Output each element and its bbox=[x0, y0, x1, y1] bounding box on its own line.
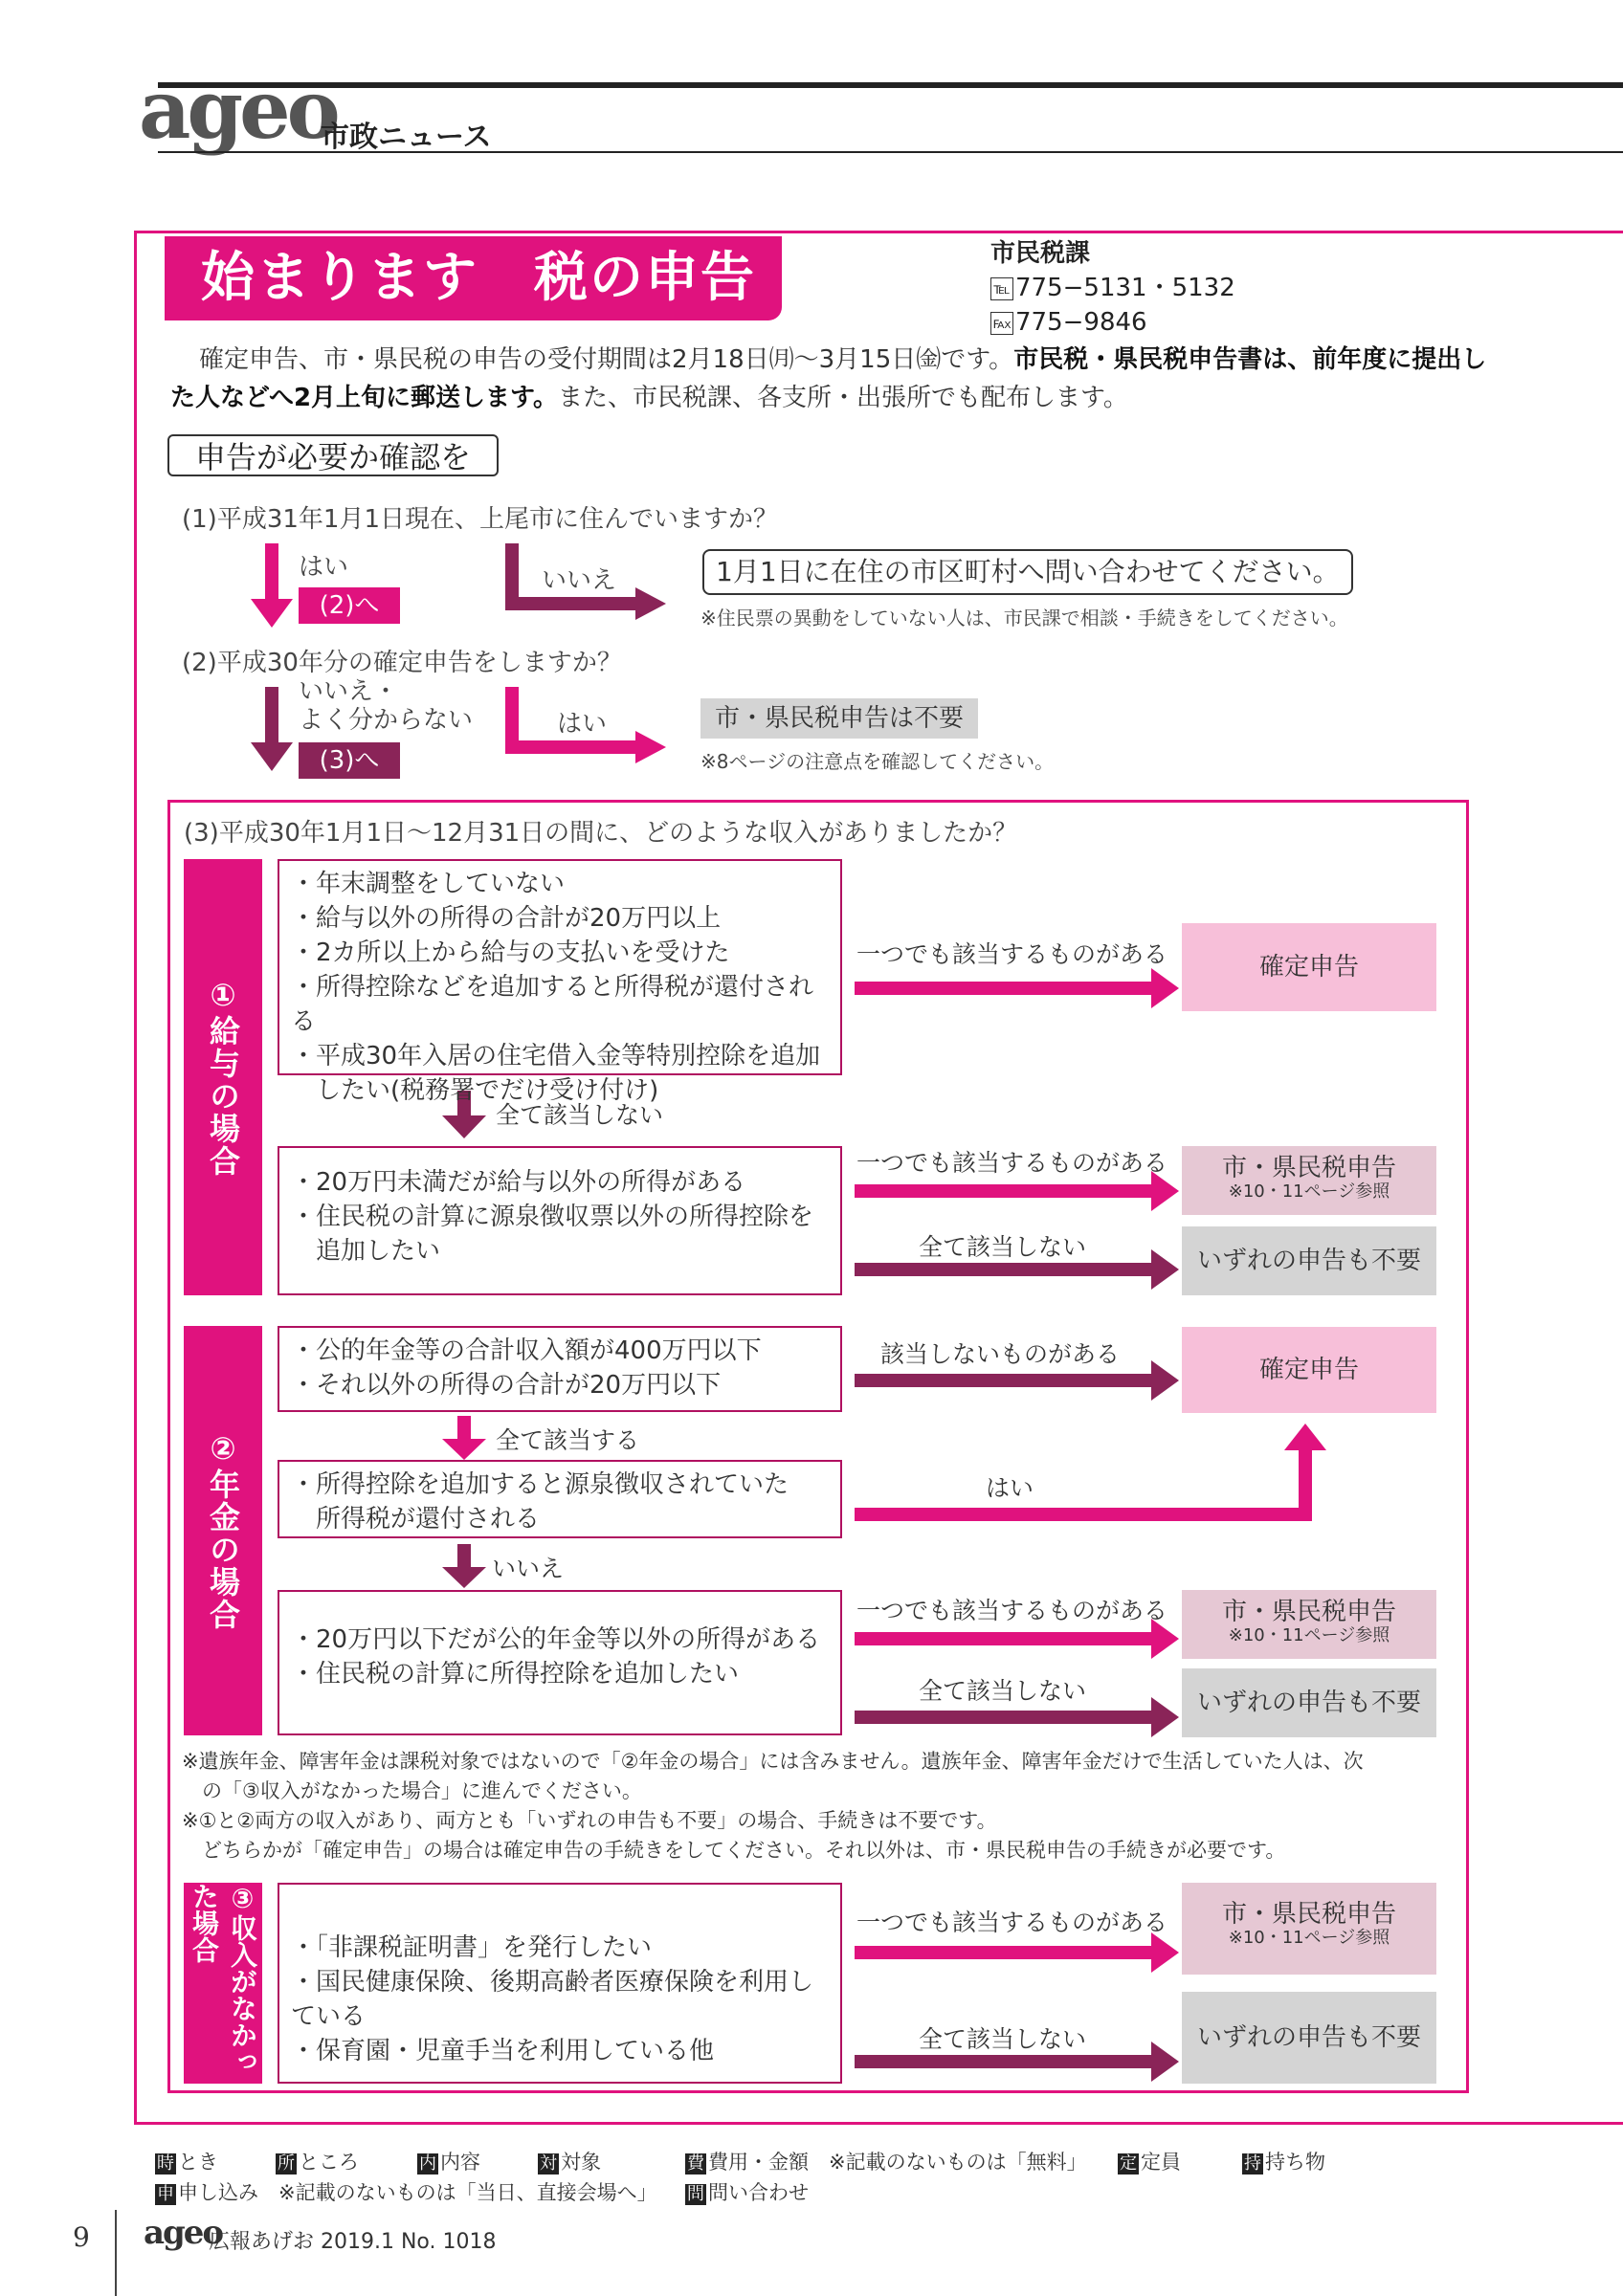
legend-item: 費 費用・金額 ※記載のないものは「無料」 bbox=[687, 2151, 1087, 2174]
pension-arrow-1-label: 該当しないものがある bbox=[880, 1340, 1121, 1368]
footer-logo: ageo bbox=[144, 2214, 223, 2252]
salary-box-2: ・20万円未満だが給与以外の所得がある ・住民税の計算に源泉徴収票以外の所得控除を 追加したい bbox=[278, 1146, 842, 1295]
legend-item: 問 問い合わせ bbox=[687, 2181, 809, 2204]
legend-item: 持 持ち物 bbox=[1244, 2151, 1325, 2174]
page-number: 9 bbox=[73, 2221, 90, 2253]
footer-text: 広報あげお 2019.1 No. 1018 bbox=[209, 2230, 497, 2254]
intro-paragraph: 確定申告、市・県民税の申告の受付期間は2月18日㈪〜3月15日㈮です。市民税・県民税申告書は、前年度に提出した人などへ2月上旬に郵送します。また、市民税課、各支所・出張所でも配布します。 bbox=[170, 345, 1487, 412]
q2-no-label: いいえ・ よく分からない bbox=[299, 677, 474, 735]
q3-question: (3)平成30年1月1日〜12月31日の間に、どのような収入がありましたか？ bbox=[184, 819, 1018, 848]
q2-question: (2)平成30年分の確定申告をしますか？ bbox=[182, 649, 622, 677]
q1-yes-tag: (2)へ bbox=[299, 587, 400, 624]
q1-note: ※住民票の異動をしていない人は、市民課で相談・手続きをしてください。 bbox=[700, 607, 1348, 629]
legend-item: 定 定員 bbox=[1120, 2151, 1181, 2174]
salary-down-label: 全て該当しない bbox=[496, 1101, 664, 1129]
pension-result-1: 確定申告 bbox=[1182, 1327, 1436, 1413]
q2-note: ※8ページの注意点を確認してください。 bbox=[700, 750, 1055, 773]
pension-box-2: ・所得控除を追加すると源泉徴収されていた 所得税が還付される bbox=[278, 1460, 842, 1538]
pension-side-label: ②年金の場合 bbox=[184, 1326, 262, 1735]
none-arrow-2-label: 全て該当しない bbox=[919, 2025, 1087, 2053]
pension-result-2: 市・県民税申告 ※10・11ページ参照 bbox=[1182, 1590, 1436, 1659]
footer-divider bbox=[115, 2210, 117, 2296]
notes-block: ※遺族年金、障害年金は課税対象ではないので「②年金の場合」には含みません。遺族年金、障害年金だけで生活していた人は、次 の「③収入がなかった場合」に進んでください。 ※①と②両方の収入があり、両方とも「いずれの申告も不要」の場合、手続きは不要です。 どちらかが「確定申告」の場合は確定申告の手続きをしてください。それ以外は、市・県民税申告の手続きが必要です。 bbox=[182, 1750, 1364, 1862]
none-box: ・「非課税証明書」を発行したい ・国民健康保険、後期高齢者医療保険を利用している ・保育園・児童手当を利用している他 bbox=[278, 1883, 842, 2084]
pension-arrow-2-label: 一つでも該当するものがある bbox=[856, 1597, 1168, 1624]
article-title: 始まります 税の申告 bbox=[165, 236, 782, 320]
salary-side-label: ①給与の場合 bbox=[184, 859, 262, 1295]
salary-box-1: ・年末調整をしていない ・給与以外の所得の合計が20万円以上 ・2カ所以上から給与の支払いを受けた ・所得控除などを追加すると所得税が還付される ・平成30年入居の住宅借入金等特別控除を追加 したい(税務署でだけ受け付け) bbox=[278, 859, 842, 1075]
contact-tel: ℡ 775−5131・5132 bbox=[990, 271, 1235, 305]
pension-box-3: ・20万円以下だが公的年金等以外の所得がある ・住民税の計算に所得控除を追加したい bbox=[278, 1590, 842, 1735]
q2-yes-result: 市・県民税申告は不要 bbox=[700, 698, 978, 739]
q1-no-label: いいえ bbox=[542, 566, 617, 595]
q2-no-tag: (3)へ bbox=[299, 742, 400, 779]
pension-result-3: いずれの申告も不要 bbox=[1182, 1668, 1436, 1737]
q2-no-arrow bbox=[251, 687, 293, 771]
salary-arrow-3-label: 全て該当しない bbox=[919, 1233, 1087, 1261]
none-result-1: 市・県民税申告 ※10・11ページ参照 bbox=[1182, 1883, 1436, 1975]
salary-arrow-1-label: 一つでも該当するものがある bbox=[856, 940, 1168, 968]
header-section: 市政ニュース bbox=[321, 121, 492, 154]
pension-down-1-label: 全て該当する bbox=[496, 1426, 640, 1454]
q1-yes-label: はい bbox=[299, 553, 349, 582]
tel-icon: ℡ bbox=[990, 277, 1013, 300]
contact-dept: 市民税課 bbox=[990, 239, 1091, 268]
fax-icon: ℻ bbox=[990, 312, 1013, 335]
legend-item: 申 申し込み ※記載のないものは「当日、直接会場へ」 bbox=[157, 2181, 657, 2204]
q1-yes-arrow bbox=[251, 543, 293, 628]
none-arrow-1-label: 一つでも該当するものがある bbox=[856, 1909, 1168, 1936]
q1-question: (1)平成31年1月1日現在、上尾市に住んでいますか？ bbox=[182, 505, 778, 534]
q1-no-result: 1月1日に在住の市区町村へ問い合わせてください。 bbox=[702, 549, 1353, 595]
pension-box-1: ・公的年金等の合計収入額が400万円以下 ・それ以外の所得の合計が20万円以下 bbox=[278, 1326, 842, 1412]
salary-result-3: いずれの申告も不要 bbox=[1182, 1226, 1436, 1295]
check-heading: 申告が必要か確認を bbox=[167, 434, 499, 476]
header-logo: ageo bbox=[139, 62, 337, 157]
contact-fax: ℻ 775−9846 bbox=[990, 305, 1235, 340]
legend-item: 対 対象 bbox=[540, 2151, 601, 2174]
none-side-label: ③収入がなかった場合 bbox=[184, 1883, 262, 2084]
salary-result-2: 市・県民税申告 ※10・11ページ参照 bbox=[1182, 1146, 1436, 1215]
pension-arrow-3-label: 全て該当しない bbox=[919, 1677, 1087, 1705]
legend-item: 所 ところ bbox=[278, 2151, 359, 2174]
pension-yes-label: はい bbox=[986, 1474, 1034, 1502]
none-result-2: いずれの申告も不要 bbox=[1182, 1992, 1436, 2084]
legend-item: 時 とき bbox=[157, 2151, 218, 2174]
legend-item: 内 内容 bbox=[419, 2151, 480, 2174]
salary-result-1: 確定申告 bbox=[1182, 923, 1436, 1011]
salary-arrow-2-label: 一つでも該当するものがある bbox=[856, 1149, 1168, 1177]
q2-yes-label: はい bbox=[557, 710, 608, 739]
pension-down-2-label: いいえ bbox=[492, 1555, 565, 1582]
